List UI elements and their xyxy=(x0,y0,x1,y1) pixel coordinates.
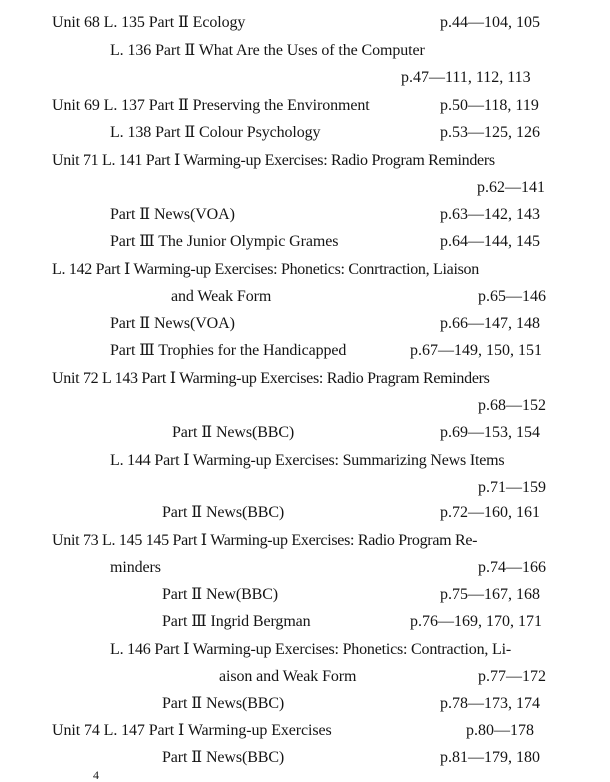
toc-entry-text: Part Ⅱ News(BBC) xyxy=(172,424,295,441)
toc-entry-page: p.62—141 xyxy=(477,179,545,196)
toc-entry-page: p.63—142, 143 xyxy=(440,206,540,223)
toc-entry-text: Part Ⅱ News(VOA) xyxy=(110,315,235,332)
toc-entry-text: Part Ⅱ News(BBC) xyxy=(162,749,285,766)
toc-entry-text: Unit 74 L. 147 Part Ⅰ Warming-up Exercises xyxy=(52,722,332,739)
toc-entry-text: Part Ⅱ News(VOA) xyxy=(110,206,235,223)
toc-entry-text: Part Ⅲ The Junior Olympic Grames xyxy=(110,233,339,250)
toc-entry-page: p.53—125, 126 xyxy=(440,124,540,141)
toc-entry-text: minders xyxy=(110,559,161,576)
toc-entry-page: p.75—167, 168 xyxy=(440,586,540,603)
toc-entry-text: L. 142 Part Ⅰ Warming-up Exercises: Phonetics: Conrtraction, Liaison xyxy=(52,261,479,278)
toc-entry-text: Unit 72 L 143 Part Ⅰ Warming-up Exercises: Radio Pragram Reminders xyxy=(52,370,490,387)
toc-entry-text: Unit 68 L. 135 Part Ⅱ Ecology xyxy=(52,14,246,31)
toc-entry-text: and Weak Form xyxy=(171,288,272,305)
toc-entry-page: p.74—166 xyxy=(478,559,546,576)
toc-entry-page: p.68—152 xyxy=(478,397,546,414)
toc-entry-text: L. 138 Part Ⅱ Colour Psychology xyxy=(110,124,321,141)
toc-entry-page: p.78—173, 174 xyxy=(440,695,540,712)
toc-entry-page: p.77—172 xyxy=(478,668,546,685)
toc-entry-page: p.80—178 xyxy=(466,722,534,739)
toc-entry-text: Unit 69 L. 137 Part Ⅱ Preserving the Environment xyxy=(52,97,370,114)
toc-entry-page: p.44—104, 105 xyxy=(440,14,540,31)
toc-entry-text: L. 136 Part Ⅱ What Are the Uses of the Computer xyxy=(110,42,425,59)
toc-entry-text: L. 144 Part Ⅰ Warming-up Exercises: Summarizing News Items xyxy=(110,452,505,469)
toc-entry-page: p.66—147, 148 xyxy=(440,315,540,332)
toc-entry-page: p.50—118, 119 xyxy=(440,97,539,114)
toc-entry-text: Part Ⅱ News(BBC) xyxy=(162,504,285,521)
toc-entry-page: p.65—146 xyxy=(478,288,546,305)
toc-entry-text: Unit 71 L. 141 Part Ⅰ Warming-up Exercises: Radio Program Reminders xyxy=(52,152,495,169)
toc-entry-text: Part Ⅱ New(BBC) xyxy=(162,586,279,603)
toc-entry-page: p.71—159 xyxy=(478,479,546,496)
toc-entry-page: p.69—153, 154 xyxy=(440,424,540,441)
toc-entry-page: p.76—169, 170, 171 xyxy=(410,613,542,630)
toc-entry-text: L. 146 Part Ⅰ Warming-up Exercises: Phonetics: Contraction, Li- xyxy=(110,641,511,658)
toc-entry-page: p.67—149, 150, 151 xyxy=(410,342,542,359)
toc-entry-text: aison and Weak Form xyxy=(219,668,357,685)
toc-entry-page: p.47—111, 112, 113 xyxy=(401,69,531,86)
footer-mark: 4 xyxy=(93,768,99,782)
toc-entry-page: p.72—160, 161 xyxy=(440,504,540,521)
toc-entry-text: Part Ⅲ Trophies for the Handicapped xyxy=(110,342,347,359)
toc-entry-page: p.64—144, 145 xyxy=(440,233,540,250)
toc-entry-text: Part Ⅱ News(BBC) xyxy=(162,695,285,712)
toc-entry-page: p.81—179, 180 xyxy=(440,749,540,766)
toc-entry-text: Unit 73 L. 145 145 Part Ⅰ Warming-up Exercises: Radio Program Re- xyxy=(52,532,478,549)
toc-entry-text: Part Ⅲ Ingrid Bergman xyxy=(162,613,311,630)
